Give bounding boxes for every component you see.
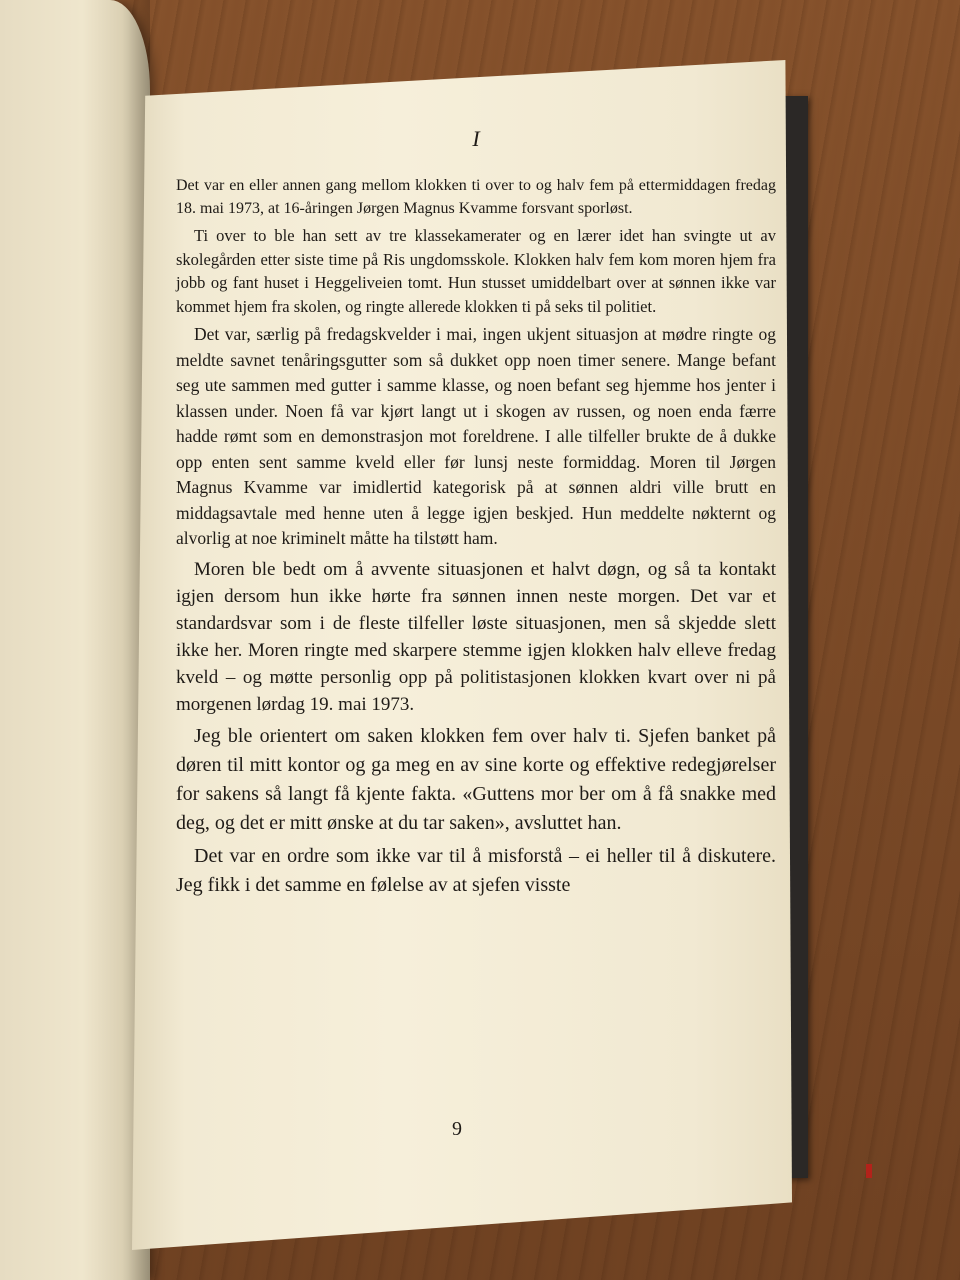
paragraph-6: Det var en ordre som ikke var til å misforstå – ei heller til å diskutere. Jeg fikk i det samme en følelse av at sjefen visste — [176, 844, 776, 896]
paragraph-3: Det var, særlig på fredagskvelder i mai, ingen ukjent situasjon at mødre ringte og meldte savnet tenåringsgutter som så dukket opp noen timer senere. Mange befant seg ute sammen med gutter i samme klasse, og noen befant seg hjemme hos jenter i klassen under. Noen få var kjørt langt ut i skogen av russen, og noen enda færre hadde rømt som en demonstrasjon mot foreldrene. I alle tilfeller brukte de å dukke opp enten sent samme kveld eller før lunsj neste formiddag. Moren til Jørgen Magnus Kvamme var imidlertid kategorisk på at sønnen aldri ville brutt en middagsavtale med henne uten å legge igjen beskjed. Hun meddelte nøkternt og alvorlig at noe kriminelt måtte ha tilstøtt ham. — [176, 324, 776, 548]
cover-red-mark — [866, 1164, 872, 1178]
paragraph-2: Ti over to ble han sett av tre klassekamerater og en lærer idet han svingte ut av skolegården etter siste time på Ris ungdomsskole. Klokken halv fem kom moren hjem fra jobb og fant huset i Heggeliveien tomt. Hun stusset umiddelbart over at sønnen ikke var kommet hjem fra skolen, og ringte allerede klokken ti på seks til politiet. — [176, 226, 776, 316]
page-text-block — [176, 120, 776, 904]
paragraph-4: Moren ble bedt om å avvente situasjonen et halvt døgn, og så ta kontakt igjen dersom hun ikke hørte fra sønnen innen neste morgen. Det var et standardsvar som i de fleste tilfeller løste situasjonen, men så skjedde slett ikke her. Moren ringte med skarpere stemme igjen klokken halv elleve fredag kveld – og møtte personlig opp på politistasjonen klokken kvart over ni på morgenen lørdag 19. mai 1973. — [176, 558, 776, 715]
paragraph-5: Jeg ble orientert om saken klokken fem over halv ti. Sjefen banket på døren til mitt kontor og ga meg en av sine korte og effektive redegjørelser for sakens så langt få kjente fakta. «Guttens mor ber om å få snakke med deg, og det er mitt ønske at du tar saken», avsluttet han. — [176, 724, 776, 834]
left-page — [0, 0, 150, 1280]
paragraph-1: Det var en eller annen gang mellom klokken ti over to og halv fem på ettermiddagen fredag 18. mai 1973, at 16-åringen Jørgen Magnus Kvamme forsvant sporløst. — [176, 177, 776, 217]
chapter-heading: I — [472, 126, 480, 151]
page-number: 9 — [452, 1118, 462, 1140]
